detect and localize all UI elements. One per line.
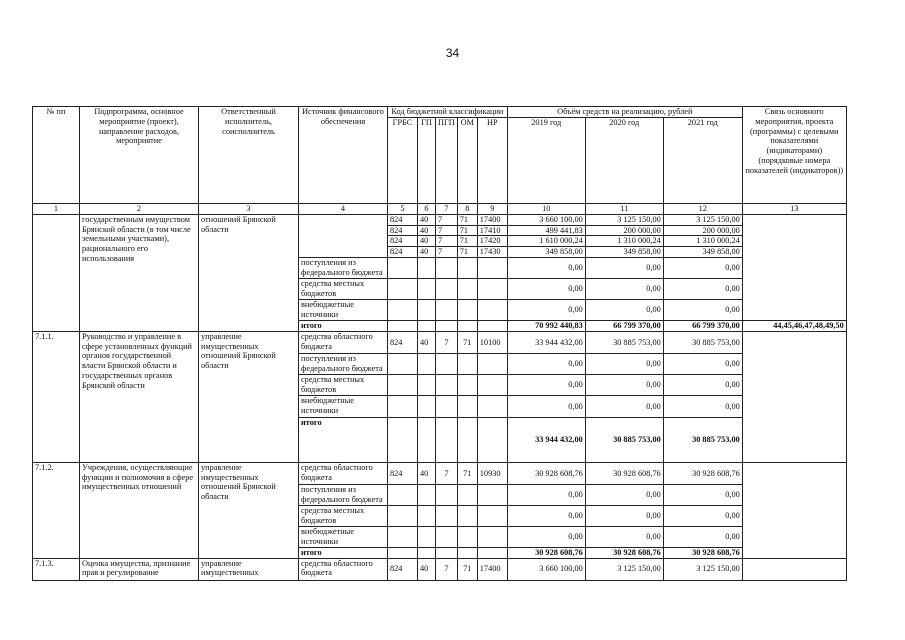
value-2019: 0,00 (507, 374, 585, 395)
grbs-cell: 824 (388, 558, 418, 580)
gp-cell: 40 (418, 462, 436, 484)
source-cell: средства областного бюджета (299, 462, 388, 484)
value-2020: 0,00 (585, 299, 663, 320)
source-cell (299, 247, 388, 258)
row-num-cell: 7.1.2. (33, 462, 80, 558)
nr-cell: 17420 (477, 236, 507, 247)
total-2020: 66 799 370,00 (585, 320, 663, 331)
nr-cell: 10930 (477, 462, 507, 484)
row-num-cell: 7.1.3. (33, 558, 80, 580)
om-cell: 71 (457, 214, 477, 225)
indicator-links: 44,45,46,47,48,49,50 (742, 320, 846, 331)
value-2021: 30 928 608,76 (663, 462, 742, 484)
nr-cell: 17400 (477, 214, 507, 225)
source-cell: средства местных бюджетов (299, 374, 388, 395)
link-cell (742, 462, 846, 558)
total-label: итого (299, 547, 388, 558)
nr-cell: 17430 (477, 247, 507, 258)
gp-cell: 40 (418, 558, 436, 580)
header-source: Источник финансового обеспечения (299, 107, 388, 204)
total-2021: 30 928 608,76 (663, 547, 742, 558)
link-cell (742, 331, 846, 462)
header-link: Связь основного мероприятия, проекта (программы) с целевыми показателями (индикаторами) (порядковые номера показателей (индикаторов)) (742, 107, 846, 204)
value-2021: 0,00 (663, 257, 742, 278)
gp-cell: 40 (418, 214, 436, 225)
value-2020: 3 125 150,00 (585, 558, 663, 580)
value-2020: 0,00 (585, 278, 663, 299)
col-number: 5 (388, 204, 418, 215)
table-row (33, 462, 847, 484)
block0-responsible: отношений Брянской области (199, 214, 299, 331)
value-2020: 0,00 (585, 484, 663, 505)
om-cell: 71 (457, 236, 477, 247)
value-2021: 200 000,00 (663, 225, 742, 236)
header-nr: НР (477, 118, 507, 204)
budget-table (32, 106, 847, 581)
om-cell: 71 (457, 331, 477, 353)
value-2020: 30 885 753,00 (585, 331, 663, 353)
value-2019: 1 610 000,24 (507, 236, 585, 247)
grbs-cell: 824 (388, 462, 418, 484)
total-2019: 33 944 432,00 (507, 417, 585, 462)
nr-cell: 17410 (477, 225, 507, 236)
col-number: 8 (457, 204, 477, 215)
col-number: 9 (477, 204, 507, 215)
source-cell: поступления из федерального бюджета (299, 257, 388, 278)
source-cell: средства местных бюджетов (299, 278, 388, 299)
value-2020: 0,00 (585, 505, 663, 526)
value-2020: 0,00 (585, 526, 663, 547)
pgp-cell: 7 (436, 236, 458, 247)
value-2021: 3 125 150,00 (663, 558, 742, 580)
header-om: ОМ (457, 118, 477, 204)
value-2019: 0,00 (507, 278, 585, 299)
gp-cell: 40 (418, 331, 436, 353)
om-cell: 71 (457, 247, 477, 258)
header-volume: Объём средств на реализацию, рублей (507, 107, 742, 118)
value-2019: 0,00 (507, 299, 585, 320)
value-2020: 0,00 (585, 374, 663, 395)
nr-cell: 10100 (477, 331, 507, 353)
block0-name: государственным имуществом Брянской области (в том числе земельными участками), рационального его использования (80, 214, 199, 331)
value-2019: 0,00 (507, 484, 585, 505)
total-label: итого (299, 320, 388, 331)
grbs-cell: 824 (388, 214, 418, 225)
page-number: 34 (445, 46, 460, 60)
value-2021: 0,00 (663, 505, 742, 526)
header-year-2020: 2020 год (585, 118, 663, 204)
header-year-2019: 2019 год (507, 118, 585, 204)
row-num-cell: 7.1.1. (33, 331, 80, 462)
col-number: 12 (663, 204, 742, 215)
col-number: 13 (742, 204, 846, 215)
pgp-cell: 7 (436, 214, 458, 225)
pgp-cell: 7 (436, 225, 458, 236)
table-row (33, 558, 847, 580)
value-2021: 0,00 (663, 484, 742, 505)
col-number: 1 (33, 204, 80, 215)
header-gp: ГП (418, 118, 436, 204)
block1-responsible: управление имущественных отношений Брянской области (199, 331, 299, 462)
value-2021: 349 858,00 (663, 247, 742, 258)
value-2021: 3 125 150,00 (663, 214, 742, 225)
header-subprogram: Подпрограмма, основное мероприятие (проект), направление расходов, мероприятие (80, 107, 199, 204)
header-grbs: ГРБС (388, 118, 418, 204)
source-cell (299, 225, 388, 236)
total-2021: 30 885 753,00 (663, 417, 742, 462)
value-2020: 0,00 (585, 395, 663, 417)
value-2019: 0,00 (507, 395, 585, 417)
value-2021: 0,00 (663, 278, 742, 299)
block1-name: Руководство и управление в сфере установленных функций органов государственной власти Брянской области и государственных органов Брянской области (80, 331, 199, 462)
grbs-cell: 824 (388, 236, 418, 247)
header-num: № пп (33, 107, 80, 204)
source-cell: внебюджетные источники (299, 299, 388, 320)
source-cell (299, 236, 388, 247)
value-2019: 0,00 (507, 353, 585, 374)
grbs-cell: 824 (388, 331, 418, 353)
value-2019: 30 928 608,76 (507, 462, 585, 484)
value-2021: 30 885 753,00 (663, 331, 742, 353)
total-label: итого (299, 417, 388, 462)
value-2021: 0,00 (663, 299, 742, 320)
col-number: 6 (418, 204, 436, 215)
col-number: 4 (299, 204, 388, 215)
col-number: 11 (585, 204, 663, 215)
value-2020: 30 928 608,76 (585, 462, 663, 484)
row-num-cell (33, 214, 80, 331)
gp-cell: 40 (418, 247, 436, 258)
total-2019: 70 992 440,83 (507, 320, 585, 331)
pgp-cell: 7 (436, 558, 458, 580)
block2-responsible: управление имущественных отношений Брянской области (199, 462, 299, 558)
header-pgp: ПГП (436, 118, 458, 204)
grbs-cell: 824 (388, 225, 418, 236)
value-2020: 200 000,00 (585, 225, 663, 236)
source-cell: средства областного бюджета (299, 558, 388, 580)
value-2019: 3 660 100,00 (507, 214, 585, 225)
om-cell: 71 (457, 558, 477, 580)
value-2019: 3 660 100,00 (507, 558, 585, 580)
total-2019: 30 928 608,76 (507, 547, 585, 558)
total-2021: 66 799 370,00 (663, 320, 742, 331)
value-2020: 349 858,00 (585, 247, 663, 258)
source-cell: средства местных бюджетов (299, 505, 388, 526)
value-2020: 1 310 000,24 (585, 236, 663, 247)
om-cell: 71 (457, 462, 477, 484)
block2-name: Учреждения, осуществляющие функции и полномочия в сфере имущественных отношений (80, 462, 199, 558)
table-row (33, 331, 847, 353)
source-cell: внебюджетные источники (299, 395, 388, 417)
header-responsible: Ответственный исполнитель, соисполнитель (199, 107, 299, 204)
pgp-cell: 7 (436, 462, 458, 484)
table-row (33, 214, 847, 225)
value-2020: 0,00 (585, 257, 663, 278)
block3-name: Оценка имущества, признание прав и регулирование (80, 558, 199, 580)
value-2020: 0,00 (585, 353, 663, 374)
value-2019: 0,00 (507, 505, 585, 526)
block3-responsible: управление имущественных (199, 558, 299, 580)
col-number: 7 (436, 204, 458, 215)
source-cell: средства областного бюджета (299, 331, 388, 353)
value-2021: 0,00 (663, 395, 742, 417)
source-cell: поступления из федерального бюджета (299, 484, 388, 505)
gp-cell: 40 (418, 225, 436, 236)
value-2019: 0,00 (507, 526, 585, 547)
value-2021: 1 310 000,24 (663, 236, 742, 247)
value-2019: 33 944 432,00 (507, 331, 585, 353)
header-bk-code: Код бюджетной классификации (388, 107, 508, 118)
value-2021: 0,00 (663, 374, 742, 395)
source-cell: внебюджетные источники (299, 526, 388, 547)
col-number: 10 (507, 204, 585, 215)
value-2019: 349 858,00 (507, 247, 585, 258)
source-cell: поступления из федерального бюджета (299, 353, 388, 374)
grbs-cell: 824 (388, 247, 418, 258)
link-cell (742, 214, 846, 320)
col-number: 3 (199, 204, 299, 215)
value-2021: 0,00 (663, 353, 742, 374)
col-number: 2 (80, 204, 199, 215)
source-cell (299, 214, 388, 225)
om-cell: 71 (457, 225, 477, 236)
value-2019: 0,00 (507, 257, 585, 278)
gp-cell: 40 (418, 236, 436, 247)
header-year-2021: 2021 год (663, 118, 742, 204)
link-cell (742, 558, 846, 580)
total-2020: 30 885 753,00 (585, 417, 663, 462)
total-2020: 30 928 608,76 (585, 547, 663, 558)
value-2020: 3 125 150,00 (585, 214, 663, 225)
value-2019: 499 441,83 (507, 225, 585, 236)
pgp-cell: 7 (436, 247, 458, 258)
nr-cell: 17400 (477, 558, 507, 580)
value-2021: 0,00 (663, 526, 742, 547)
pgp-cell: 7 (436, 331, 458, 353)
